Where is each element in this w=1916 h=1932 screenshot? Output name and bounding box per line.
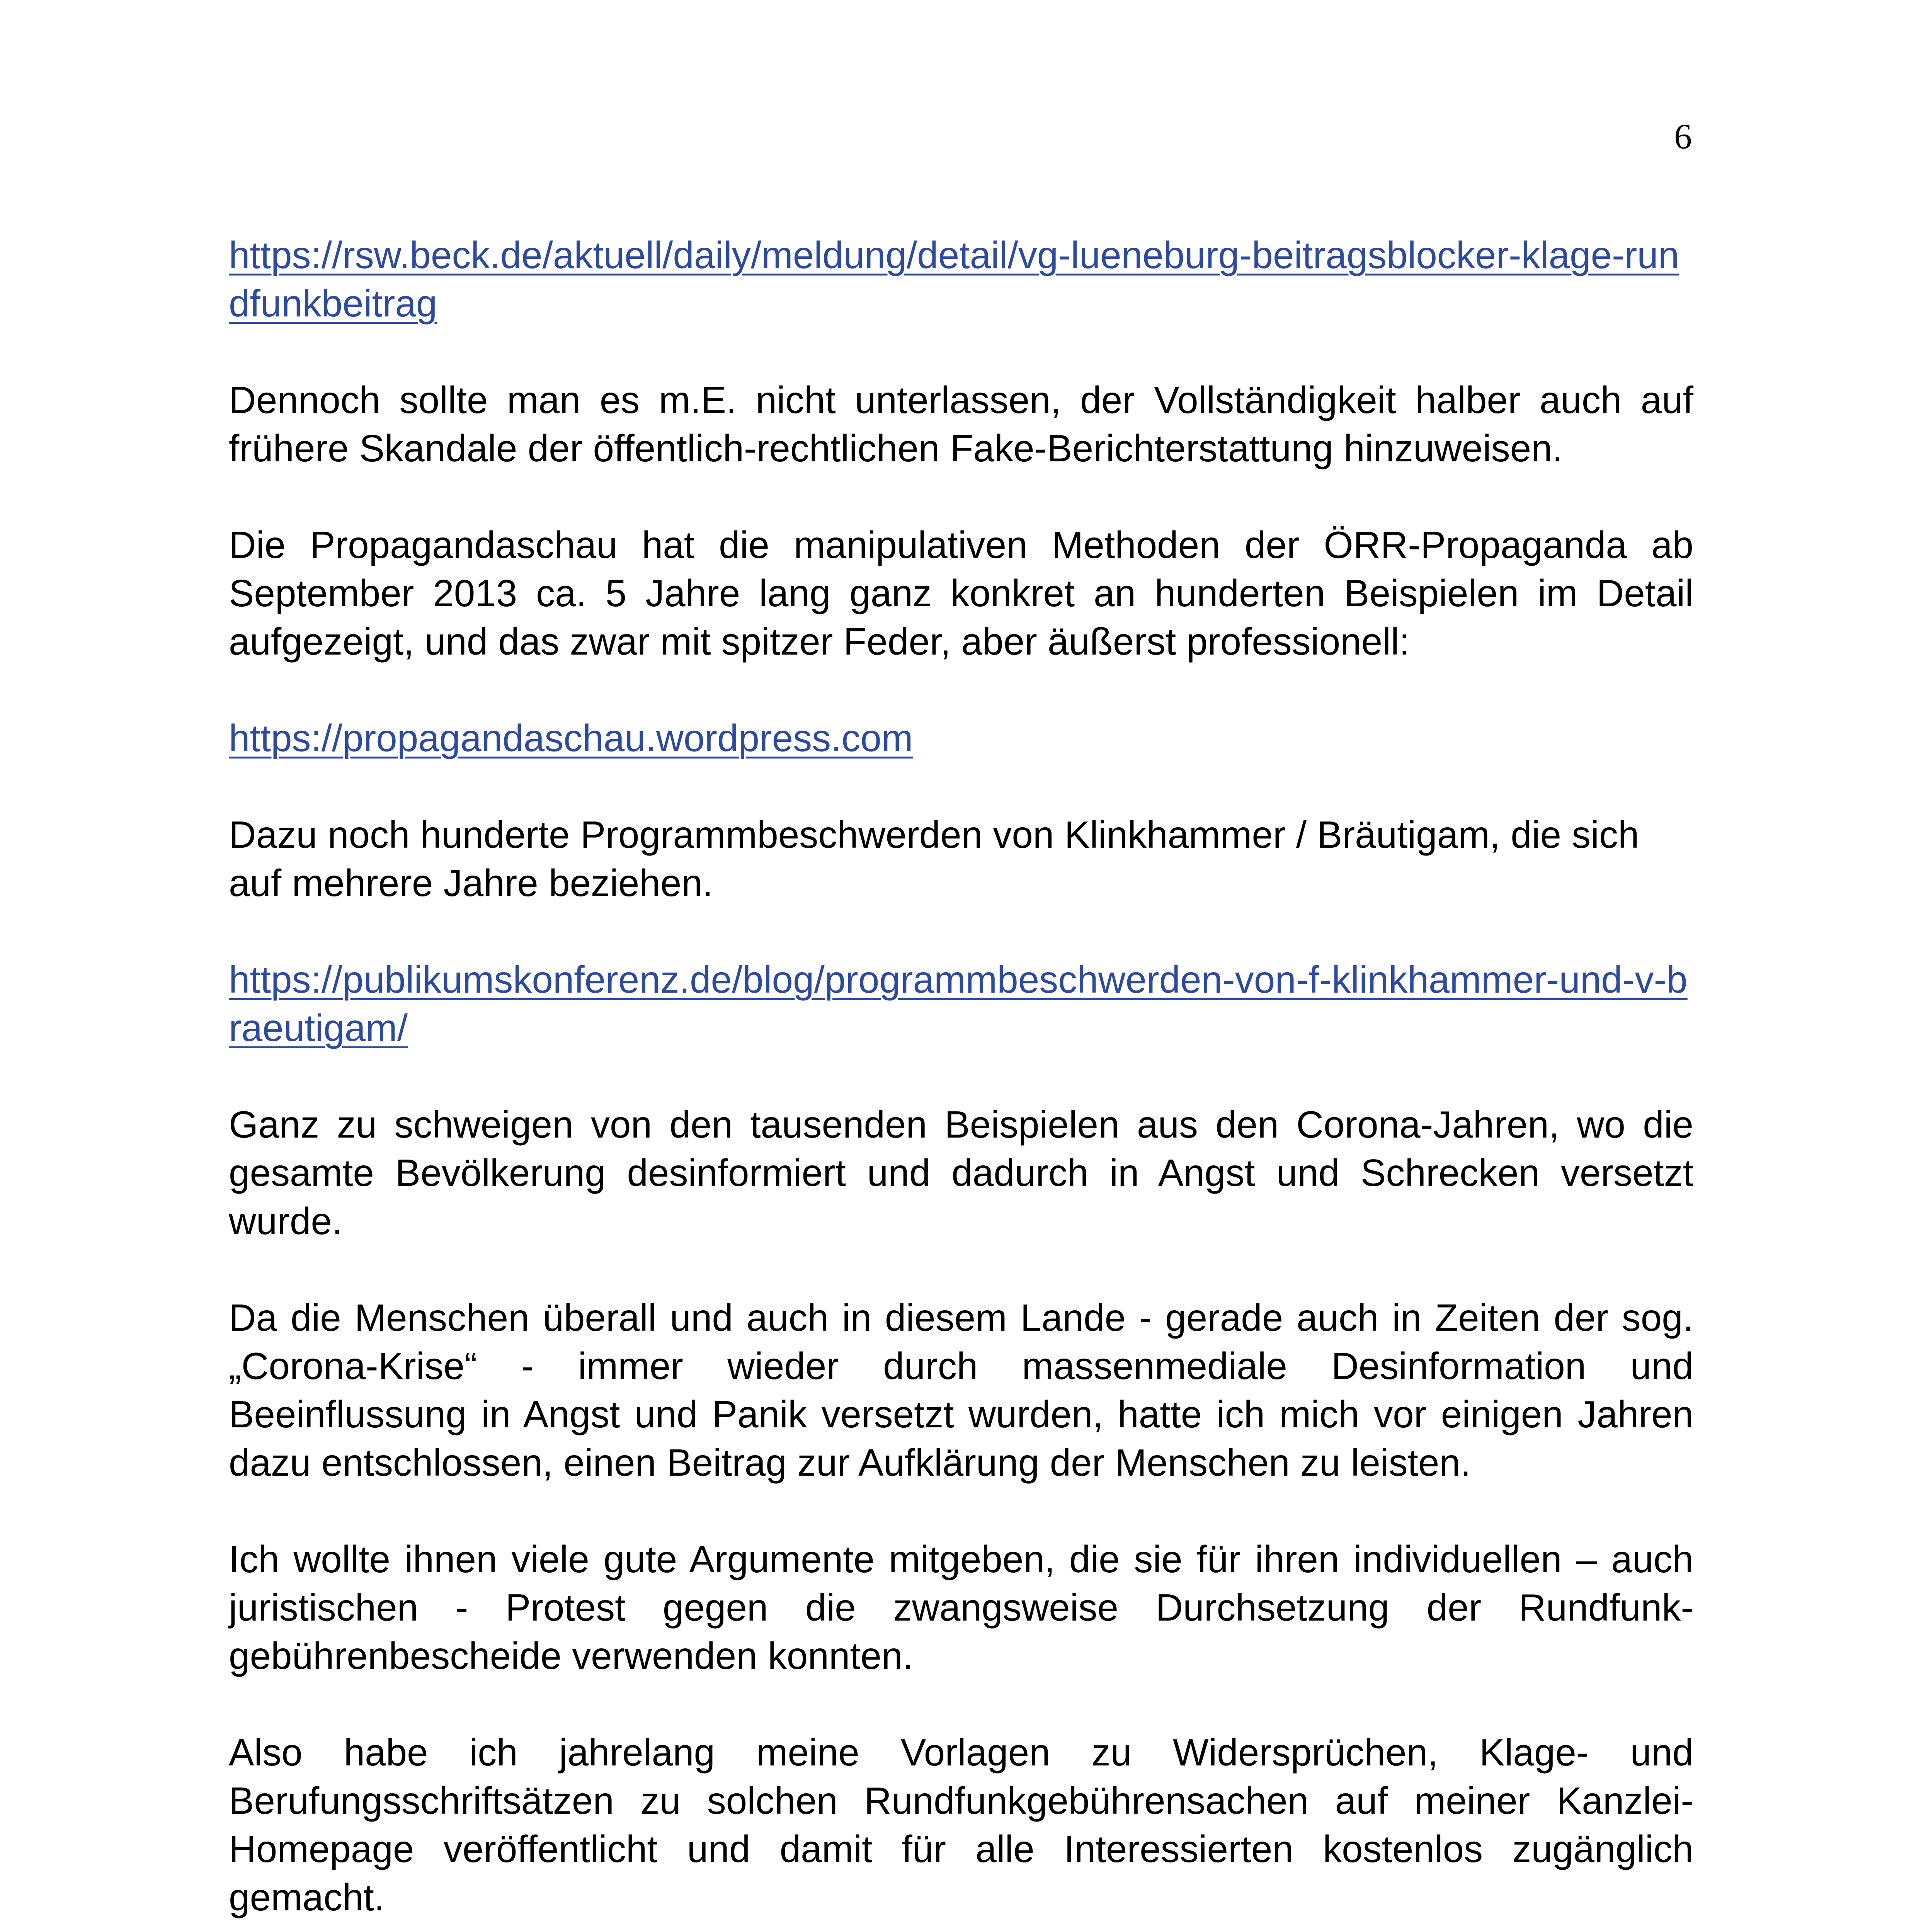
paragraph-vollstaendigkeit: Dennoch sollte man es m.E. nicht unterlassen, der Vollständigkeit halber auch auf frühere Skandale der öffentlich-rechtlichen Fake-Berichterstattung hinzuweisen. xyxy=(229,379,1693,469)
link-publikumskonferenz[interactable]: https://publikumskonferenz.de/blog/programmbeschwerden-von-f-klinkhammer-und-v-braeutigam/ xyxy=(229,958,1688,1049)
link-rsw-beck[interactable]: https://rsw.beck.de/aktuell/daily/meldung/detail/vg-lueneburg-beitragsblocker-klage-rundfunkbeitrag xyxy=(229,234,1679,325)
paragraph-argumente: Ich wollte ihnen viele gute Argumente mitgeben, die sie für ihren individuellen – auch juristischen - Protest gegen die zwangsweise Durchsetzung der Rundfunk-gebührenbescheide verwenden konnten. xyxy=(229,1538,1693,1677)
paragraph-programmbeschwerden: Dazu noch hunderte Programmbeschwerden von Klinkhammer / Bräutigam, die sich auf mehrere Jahre beziehen. xyxy=(229,813,1639,904)
paragraph-vorlagen: Also habe ich jahrelang meine Vorlagen zu Widersprüchen, Klage- und Berufungsschriftsätzen zu solchen Rundfunkgebührensachen auf meiner Kanzlei-Homepage veröffentlicht und damit für alle Interessierten kostenlos zugänglich gemacht. xyxy=(229,1731,1693,1918)
link-propagandaschau[interactable]: https://propagandaschau.wordpress.com xyxy=(229,717,913,759)
page-body xyxy=(229,231,1693,1932)
paragraph-aufklaerung: Da die Menschen überall und auch in diesem Lande - gerade auch in Zeiten der sog. „Corona-Krise“ - immer wieder durch massenmediale Desinformation und Beeinflussung in Angst und Panik versetzt wurden, hatte ich mich vor einigen Jahren dazu entschlossen, einen Beitrag zur Aufklärung der Menschen zu leisten. xyxy=(229,1296,1693,1484)
paragraph-corona-jahre: Ganz zu schweigen von den tausenden Beispielen aus den Corona-Jahren, wo die gesamte Bevölkerung desinformiert und dadurch in Angst und Schrecken versetzt wurde. xyxy=(229,1103,1693,1242)
page-number: 6 xyxy=(1674,117,1692,156)
paragraph-propagandaschau: Die Propagandaschau hat die manipulativen Methoden der ÖRR-Propaganda ab September 2013 ca. 5 Jahre lang ganz konkret an hunderten Beispielen im Detail aufgezeigt, und das zwar mit spitzer Feder, aber äußerst professionell: xyxy=(229,524,1693,663)
